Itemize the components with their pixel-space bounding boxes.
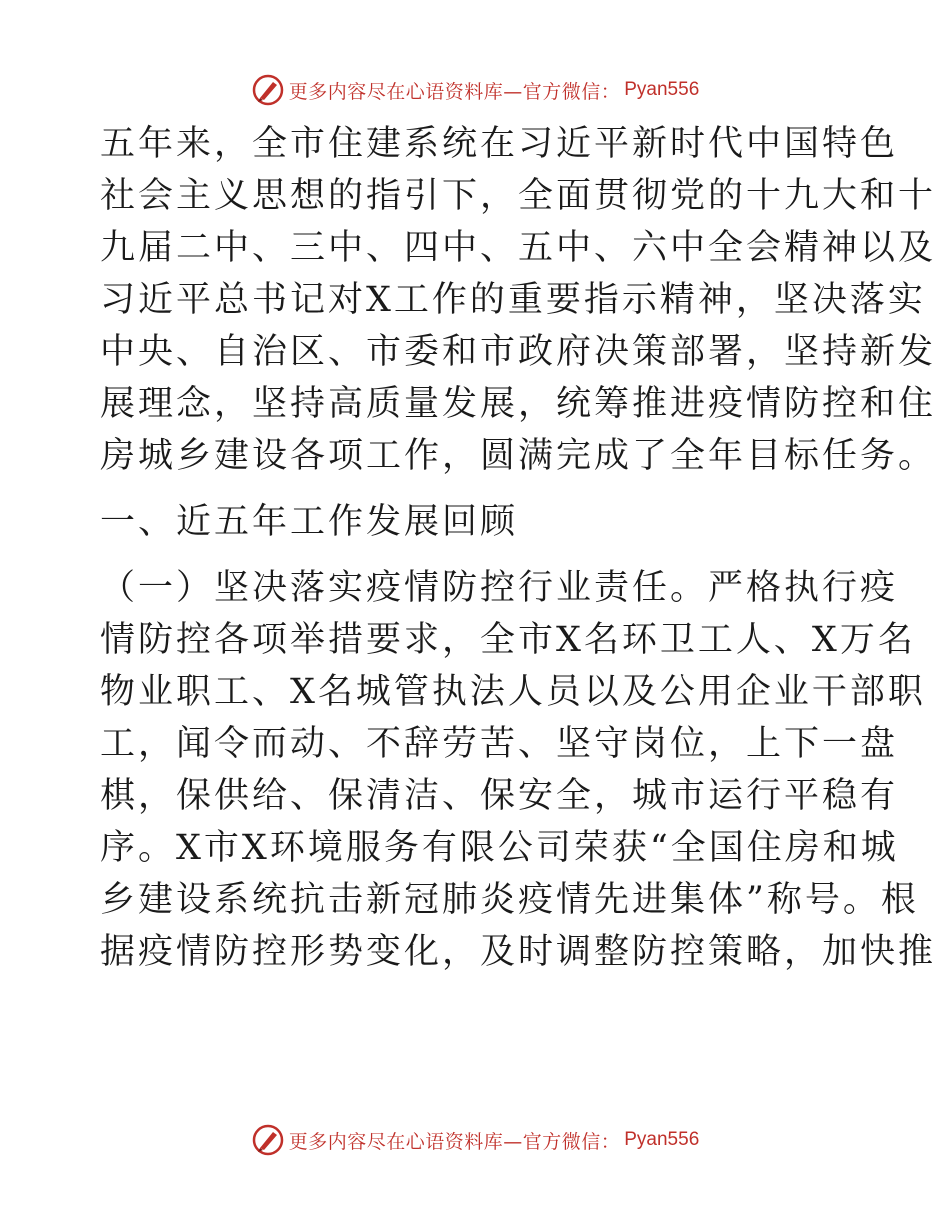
watermark-wechat-id: Pyan556 bbox=[624, 79, 700, 100]
pen-logo-icon bbox=[251, 1123, 285, 1157]
section-line: 乡建设系统抗击新冠肺炎疫情先进集体”称号。根 bbox=[100, 880, 919, 920]
section-line: （一）坚决落实疫情防控行业责任。严格执行疫 bbox=[100, 568, 899, 608]
paragraph-line: 展理念，坚持高质量发展，统筹推进疫情防控和住 bbox=[100, 384, 937, 424]
header-watermark bbox=[0, 70, 950, 110]
footer-watermark bbox=[0, 1120, 950, 1160]
watermark-text: 更多内容尽在心语资料库—官方微信： bbox=[288, 1130, 621, 1153]
section-line: 据疫情防控形势变化，及时调整防控策略，加快推 bbox=[100, 932, 937, 972]
pen-logo-icon bbox=[251, 73, 285, 107]
section-line: 物业职工、X名城管执法人员以及公用企业干部职 bbox=[100, 672, 926, 712]
paragraph-line: 中央、自治区、市委和市政府决策部署，坚持新发 bbox=[100, 332, 937, 372]
paragraph-line: 房城乡建设各项工作，圆满完成了全年目标任务。 bbox=[100, 436, 937, 476]
paragraph-line: 五年来，全市住建系统在习近平新时代中国特色 bbox=[100, 124, 899, 164]
section-line: 序。X市X环境服务有限公司荣获“全国住房和城 bbox=[100, 828, 899, 868]
section-heading: 一、近五年工作发展回顾 bbox=[100, 502, 519, 542]
section-line: 情防控各项举措要求，全市X名环卫工人、X万名 bbox=[100, 620, 916, 660]
section-line: 工，闻令而动、不辞劳苦、坚守岗位，上下一盘 bbox=[100, 724, 899, 764]
paragraph-line: 习近平总书记对X工作的重要指示精神，坚决落实 bbox=[100, 280, 926, 320]
paragraph-line: 九届二中、三中、四中、五中、六中全会精神以及 bbox=[100, 228, 937, 268]
section-line: 棋，保供给、保清洁、保安全，城市运行平稳有 bbox=[100, 776, 899, 816]
watermark-wechat-id: Pyan556 bbox=[624, 1129, 700, 1150]
paragraph-line: 社会主义思想的指引下，全面贯彻党的十九大和十 bbox=[100, 176, 937, 216]
watermark-text: 更多内容尽在心语资料库—官方微信： bbox=[288, 80, 621, 103]
document-body bbox=[100, 118, 937, 978]
